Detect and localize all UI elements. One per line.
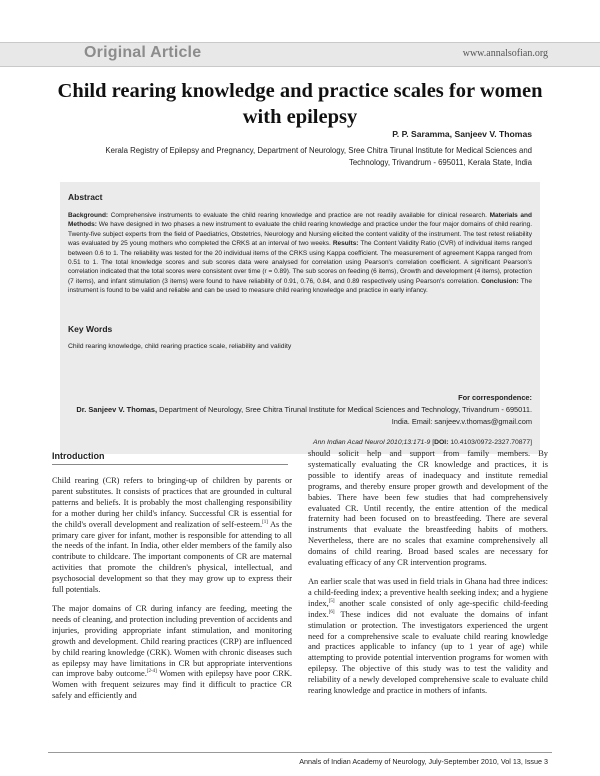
citation-journal: Ann Indian Acad Neurol 2010;13:171-9 [313, 439, 431, 446]
page-footer: Annals of Indian Academy of Neurology, July-September 2010, Vol 13, Issue 3 [299, 757, 548, 766]
abstract-heading: Abstract [68, 192, 103, 202]
citation-line: Ann Indian Acad Neurol 2010;13:171-9 [DOI: 10.4103/0972-2327.70877] [313, 439, 532, 446]
doi-value[interactable]: 10.4103/0972-2327.70877 [448, 439, 531, 446]
abstract-background-label: Background: [68, 212, 109, 219]
article-title: Child rearing knowledge and practice scales for women with epilepsy [57, 80, 543, 128]
intro-p2-tail: Women with epilepsy have poor CRK. Women with frequent seizures may find it difficult to practice CR safely and efficiently and [52, 669, 292, 701]
article-type-label: Original Article [84, 44, 202, 61]
intro-paragraph-1 [52, 476, 292, 596]
ref-5[interactable]: [5] [328, 598, 335, 604]
abstract-conclusion: The instrument is found to be valid and reliable and can be used to measure child rearing knowledge and practice in early infancy. [68, 277, 532, 295]
intro-paragraph-2 [52, 604, 292, 702]
intro-p4-mid: another scale consisted of only age-specific child-feeding index. [308, 598, 548, 619]
correspondence-name: Dr. Sanjeev V. Thomas, [76, 405, 158, 414]
ref-2-4[interactable]: [2-4] [146, 669, 157, 675]
abstract-results-label: Results: [332, 240, 359, 248]
correspondence-text [62, 404, 532, 427]
keywords-heading: Key Words [68, 324, 113, 334]
ref-6[interactable]: [6] [328, 609, 335, 615]
abstract-methods: We have designed in two phases a new instrument to evaluate the child rearing knowledge and practice under the four major domains of child rearing. Twenty-five subject experts from the field of Paediatrics, Obstetrics, Neurology and Nursing elicited the content validity of the instrument. The test retest reliability was evaluated by 25 young mothers who completed the CRKS at an interval of two weeks. [68, 221, 532, 248]
introduction-heading: Introduction [52, 451, 105, 461]
article-authors: P. P. Saramma, Sanjeev V. Thomas [392, 129, 532, 139]
footer-rule [48, 752, 552, 753]
journal-website[interactable]: www.annalsofian.org [462, 48, 548, 59]
body-column-right [308, 449, 548, 705]
ref-1[interactable]: [1] [262, 519, 268, 525]
doi-label: DOI: [434, 439, 449, 446]
correspondence-heading: For correspondence: [458, 393, 532, 402]
abstract-results: The Content Validity Ratio (CVR) of individual items ranged between 0.6 to 1. The reliability was tested for the 20 individual items of the CRKS using Kappa coefficient. The measurement of agreement Kappa ranged from 0.51 to 1. The total knowledge scores and sub scores data were analysed for correlation using Pearson's correlation coefficient. A significant Pearson's correlation indicated that the total scores were consistent over time (r = 0.89). The sub scores on feeding (6 items), Growth and development (4 items), protection (7 items), and infant stimulation (3 items) were found to have reliability of 0.91, 0.76, 0.84, and 0.89 respectively using Pearson's correlation. [68, 240, 532, 285]
intro-paragraph-3: should solicit help and support from family members. By systematically evaluating the CR knowledge and practices, it is possible to identify areas of inadequacy and institute remedial programs, and thereby ensure proper growth and development of the babies. There have been few studies that had comprehensively evaluated CR. Until recently, the entire attention of the medical fraternity had been focused on to breastfeeding. There are several instruments that evaluate the breastfeeding habits of mothers. Nevertheless, there are no scales that examine comprehensively all domains of child rearing. Broad based scales are necessary for evaluating efficacy of any CR intervention programs. [308, 449, 548, 568]
intro-paragraph-4 [308, 577, 548, 697]
intro-p1-text: Child rearing (CR) refers to bringing-up of children by parents or parent substitutes. It consists of practices that are grounded in cultural patterns and beliefs. It is probably the most challenging responsibility for a mother during her child's infancy. Successful CR is essential for the child's overall development and realization of self-esteem. [52, 476, 292, 529]
intro-p1-tail: As the primary care giver for infant, mother is responsible for attending to all the needs of the infant. In India, other elder members of the family also contribute to childcare. The important components of CR are maternal activities that promote the children's physical, intellectual, and psychosocial development so that they may grow up to express their full potentials. [52, 519, 292, 595]
author-affiliation: Kerala Registry of Epilepsy and Pregnancy, Department of Neurology, Sree Chitra Tirunal Institute for Medical Sciences and Technology, Trivandrum - 695011, Kerala State, India [105, 146, 532, 167]
correspondence-details: Department of Neurology, Sree Chitra Tirunal Institute for Medical Sciences and Technology, Trivandrum - 695011. India. Email: sanjeev.v.thomas@gmail.com [157, 405, 532, 426]
abstract-text [68, 211, 532, 296]
keywords-text: Child rearing knowledge, child rearing practice scale, reliability and validity [68, 343, 292, 350]
intro-p4-tail: These indices did not evaluate the domains of infant stimulation or protection. The investigators experienced the urgent need for a comprehensive scale to evaluate child rearing knowledge and practices applicable to infancy (up to 1 year of age) while attempting to provide potential intervention programs for women with epilepsy. The objective of this study was to test the validity and reliability of a newly developed comprehensive scale to evaluate child rearing knowledge and practice in mothers of infants. [308, 609, 548, 696]
abstract-background: Comprehensive instruments to evaluate the child rearing knowledge and practice are not readily available for clinical research. [108, 212, 490, 219]
intro-p2-text: The major domains of CR during infancy are feeding, meeting the needs of cleaning, and protection including prevention of accidents and injuries, providing appropriate infant stimulation, and monitoring growth and development. Child rearing practices (CRP) are influenced by child rearing knowledge (CRK). Women with chronic diseases such as epilepsy may have limitations in CR but appropriate interventions can improve baby outcome. [52, 603, 292, 679]
abstract-conclusion-label: Conclusion: [481, 277, 519, 285]
intro-p4-text: An earlier scale that was used in field trials in Ghana had three indices: a child-feeding index; a preventive health seeking index; and a hygiene index, [308, 576, 548, 608]
abstract-methods-label: Materials and Methods: [68, 212, 532, 229]
body-column-left [52, 476, 292, 710]
introduction-rule [52, 464, 288, 465]
